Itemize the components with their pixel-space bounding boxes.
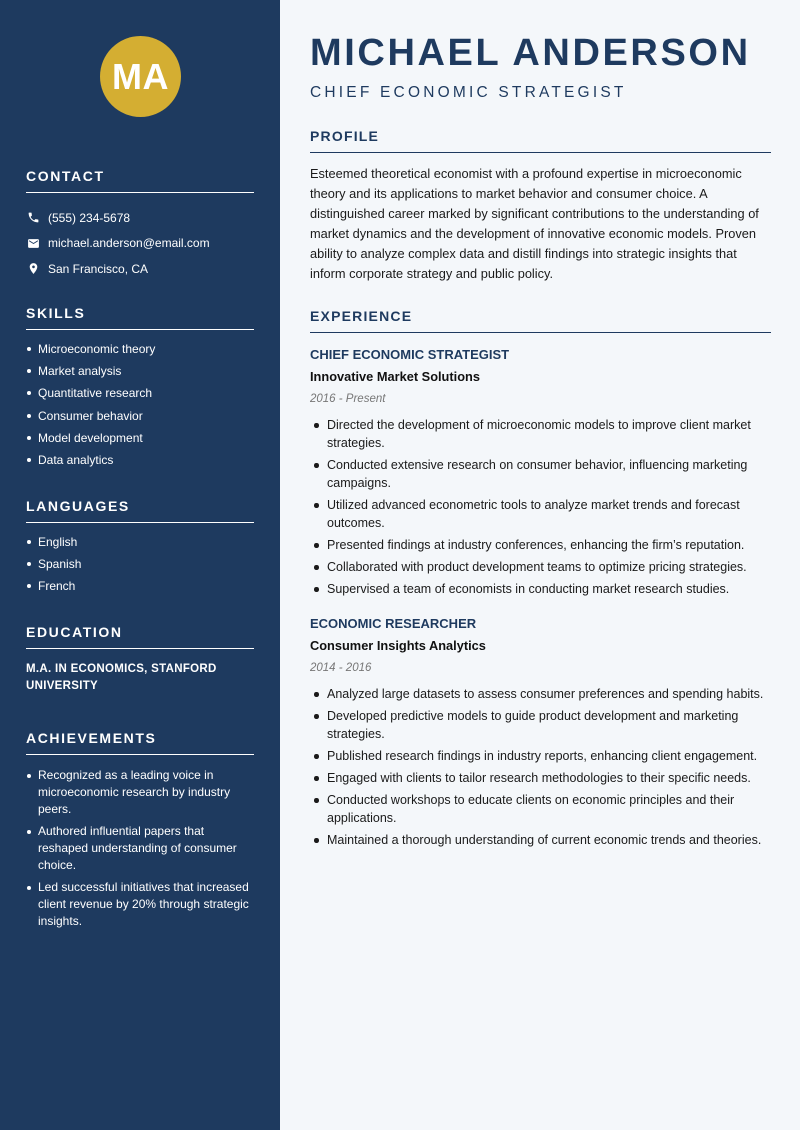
languages-heading: LANGUAGES [26, 498, 254, 523]
achievement-item: Authored influential papers that reshaped understanding of consumer choice. [26, 823, 254, 874]
job-bullet: Conducted workshops to educate clients on economic principles and their applications. [310, 791, 771, 827]
skills-section [26, 305, 254, 475]
language-item: English [26, 535, 254, 549]
skill-item: Market analysis [26, 364, 254, 378]
job-title: CHIEF ECONOMIC STRATEGIST [310, 347, 510, 362]
languages-section [26, 498, 254, 602]
job-bullet: Analyzed large datasets to assess consumer preferences and spending habits. [310, 685, 771, 703]
achievements-list [26, 767, 254, 930]
candidate-name: MICHAEL ANDERSON [310, 32, 751, 74]
job-dates: 2016 - Present [310, 393, 386, 405]
job-bullet: Supervised a team of economists in conducting market research studies. [310, 580, 771, 598]
skill-item: Data analytics [26, 453, 254, 467]
job-bullet: Published research findings in industry reports, enhancing client engagement. [310, 747, 771, 765]
avatar: MA [100, 36, 181, 117]
job-entry [310, 616, 771, 853]
phone-text: (555) 234-5678 [48, 210, 131, 225]
skill-item: Quantitative research [26, 386, 254, 400]
email-icon [26, 236, 40, 250]
achievement-item: Recognized as a leading voice in microeconomic research by industry peers. [26, 767, 254, 818]
location-text: San Francisco, CA [48, 261, 149, 276]
contact-email [26, 231, 254, 257]
experience-section [310, 308, 771, 333]
education-degree: M.A. IN ECONOMICS, STANFORD UNIVERSITY [26, 663, 217, 692]
job-entry [310, 347, 771, 602]
achievements-section [26, 730, 254, 935]
skill-item: Model development [26, 431, 254, 445]
contact-heading: CONTACT [26, 168, 254, 193]
job-bullet: Collaborated with product development teams to optimize pricing strategies. [310, 558, 771, 576]
job-bullet: Directed the development of microeconomic models to improve client market strategies. [310, 416, 771, 452]
achievements-heading: ACHIEVEMENTS [26, 730, 254, 755]
achievement-item: Led successful initiatives that increased client revenue by 20% through strategic insights. [26, 879, 254, 930]
skills-heading: SKILLS [26, 305, 254, 330]
education-heading: EDUCATION [26, 624, 254, 649]
phone-icon [26, 211, 40, 225]
job-title: ECONOMIC RESEARCHER [310, 616, 477, 631]
job-bullets [310, 685, 771, 849]
languages-list [26, 535, 254, 593]
skill-item: Microeconomic theory [26, 342, 254, 356]
email-text: michael.anderson@email.com [48, 236, 210, 251]
experience-heading: EXPERIENCE [310, 308, 771, 333]
education-section [26, 624, 254, 695]
job-bullet: Presented findings at industry conferences, enhancing the firm’s reputation. [310, 536, 771, 554]
candidate-role: CHIEF ECONOMIC STRATEGIST [310, 84, 627, 101]
skill-item: Consumer behavior [26, 409, 254, 423]
profile-section [310, 128, 771, 284]
job-bullet: Developed predictive models to guide product development and marketing strategies. [310, 707, 771, 743]
job-company: Consumer Insights Analytics [310, 638, 486, 653]
job-bullet: Engaged with clients to tailor research methodologies to their specific needs. [310, 769, 771, 787]
profile-text: Esteemed theoretical economist with a profound expertise in microeconomic theory and its applications to market behavior and consumer choice. A distinguished career marked by significant contributions to the understanding of market dynamics and the development of innovative economic models. Proven ability to analyze complex data and distill findings into strategic insights that inform corporate strategy and public policy. [310, 166, 759, 281]
skills-list [26, 342, 254, 467]
language-item: Spanish [26, 557, 254, 571]
profile-heading: PROFILE [310, 128, 771, 153]
contact-location [26, 256, 254, 282]
job-bullets [310, 416, 771, 598]
job-bullet: Utilized advanced econometric tools to analyze market trends and forecast outcomes. [310, 496, 771, 532]
job-bullet: Conducted extensive research on consumer behavior, influencing marketing campaigns. [310, 456, 771, 492]
job-dates: 2014 - 2016 [310, 662, 372, 674]
language-item: French [26, 579, 254, 593]
contact-section [26, 168, 254, 282]
location-pin-icon [26, 262, 40, 276]
sidebar [0, 0, 280, 1130]
job-company: Innovative Market Solutions [310, 369, 480, 384]
contact-phone [26, 205, 254, 231]
job-bullet: Maintained a thorough understanding of current economic trends and theories. [310, 831, 771, 849]
